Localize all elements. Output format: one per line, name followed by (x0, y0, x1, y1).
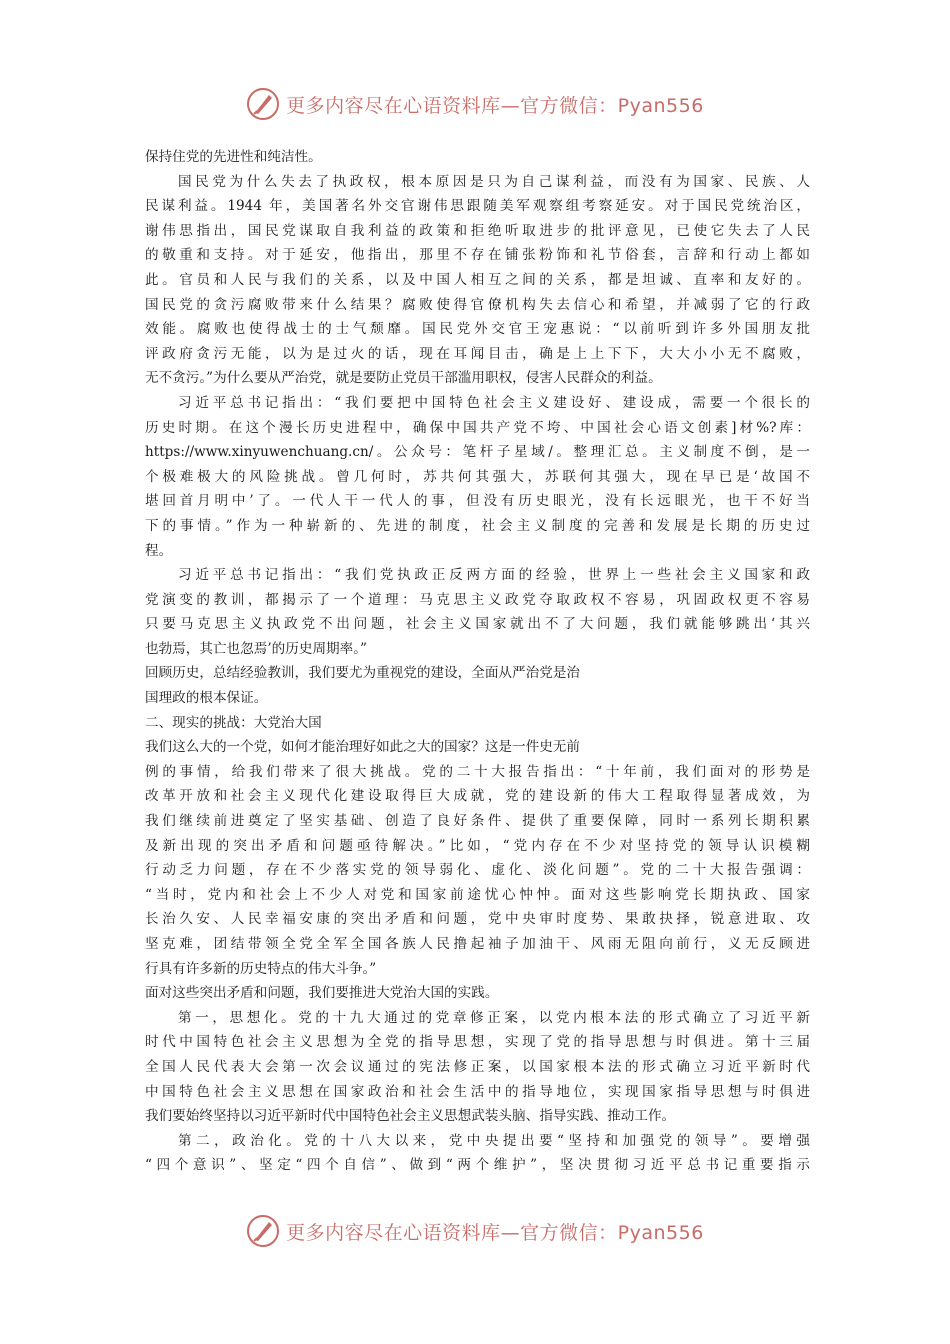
text-line: 国民党为什么失去了执政权，根本原因是只为自己谋利益，而没有为国家、民族、人 (178, 173, 810, 190)
text-line: 效能。腐败也使得战士的士气颓靡。国民党外交官王宠惠说：“以前听到许多外国朋友批 (145, 321, 810, 338)
text-line: 此。官员和人民与我们的关系，以及中国人相互之间的关系，都是坦诚、直率和友好的。 (145, 271, 810, 288)
text-line: 党演变的教训，都揭示了一个道理：马克思主义政党夺取政权不容易，巩固政权更不容易 (145, 591, 810, 608)
text-line: 改革开放和社会主义现代化建设取得巨大成就，党的建设新的伟大工程取得显著成效，为 (145, 788, 810, 805)
text-line: 第一，思想化。党的十九大通过的党章修正案，以党内根本法的形式确立了习近平新 (178, 1009, 810, 1026)
footer-banner (0, 1211, 950, 1251)
text-line: https://www.xinyuwenchuang.cn/。公众号：笔杆子星域/。整理汇总。主义制度不倒，是一 (145, 444, 810, 461)
text-line: 行动乏力问题，存在不少落实党的领导弱化、虚化、淡化问题”。党的二十大报告强调： (145, 862, 810, 879)
text-line: 全国人民代表大会第一次会议通过的宪法修正案，以国家根本法的形式确立习近平新时代 (145, 1058, 810, 1075)
text-line: 国理政的根本保证。 (145, 690, 268, 707)
text-line: 习近平总书记指出：“我们要把中国特色社会主义建设好、建设成，需要一个很长的 (178, 394, 810, 411)
banner-text: 更多内容尽在心语资料库—官方微信：Pyan556 (286, 94, 704, 117)
text-line: 的敬重和支持。对于延安，他指出，那里不存在铺张粉饰和礼节俗套，言辞和行动上都如 (145, 247, 810, 264)
text-line: 我们继续前进奠定了坚实基础、创造了良好条件、提供了重要保障，同时一系列长期积累 (145, 813, 810, 830)
text-line: 习近平总书记指出：“我们党执政正反两方面的经验，世界上一些社会主义国家和政 (178, 567, 810, 584)
text-line: 例的事情，给我们带来了很大挑战。党的二十大报告指出：“十年前，我们面对的形势是 (145, 763, 810, 780)
text-line: 行具有许多新的历史特点的伟大斗争。” (145, 960, 377, 977)
text-line: 国民党的贪污腐败带来什么结果？腐败使得官僚机构失去信心和希望，并减弱了它的行政 (145, 296, 810, 313)
header-banner (0, 84, 950, 124)
text-line: 历史时期。在这个漫长历史进程中，确保中国共产党不垮、中国社会心语文创素]材%?库： (145, 419, 810, 436)
text-line: 下的事情。”作为一种崭新的、先进的制度，社会主义制度的完善和发展是长期的历史过 (145, 517, 810, 534)
text-line: “当时，党内和社会上不少人对党和国家前途忧心忡忡。面对这些影响党长期执政、国家 (145, 886, 810, 903)
text-line: 第二，政治化。党的十八大以来，党中央提出要“坚持和加强党的领导”。要增强 (178, 1132, 810, 1149)
text-line: 堪回首月明中’了。一代人干一代人的事，但没有历史眼光，没有长远眼光，也干不好当 (145, 493, 810, 510)
text-line: 时代中国特色社会主义思想为全党的指导思想，实现了党的指导思想与时俱进。第十三届 (145, 1034, 810, 1051)
text-line: 中国特色社会主义思想在国家政治和社会生活中的指导地位，实现国家指导思想与时俱进 (145, 1083, 810, 1100)
text-line: 我们要始终坚持以习近平新时代中国特色社会主义思想武装头脑、指导实践、推动工作。 (145, 1108, 676, 1125)
text-line: 长治久安、人民幸福安康的突出矛盾和问题，党中央审时度势、果敢抉择，锐意进取、攻 (145, 911, 810, 928)
text-line: 面对这些突出矛盾和问题，我们要推进大党治大国的实践。 (145, 985, 499, 1002)
text-line: 个极难极大的风险挑战。曾几何时，苏共何其强大，苏联何其强大，现在早已是‘故国不 (145, 468, 810, 485)
document-body (145, 145, 810, 1178)
text-line: 坚克难，团结带领全党全军全国各族人民撸起袖子加油干、风雨无阻向前行，义无反顾进 (145, 936, 810, 952)
text-line: 程。 (145, 542, 173, 559)
text-line: 只要马克思主义执政党不出问题，社会主义国家就出不了大问题，我们就能够跳出‘其兴 (145, 616, 810, 633)
text-line: 谢伟思指出，国民党谋取自我利益的政策和拒绝听取进步的批评意见，已使它失去了人民 (145, 222, 810, 239)
quill-pen-logo-icon (246, 87, 280, 121)
text-line: 评政府贪污无能，以为是过火的话，现在耳闻目击，确是上上下下，大大小小无不腐败， (145, 345, 810, 362)
text-line: 我们这么大的一个党，如何才能治理好如此之大的国家？这是一件史无前 (145, 739, 580, 756)
text-line: “四个意识”、坚定“四个自信”、做到“两个维护”，坚决贯彻习近平总书记重要指示 (145, 1157, 810, 1174)
text-line: 保持住党的先进性和纯洁性。 (145, 149, 322, 165)
quill-pen-logo-icon (246, 1214, 280, 1248)
banner-text: 更多内容尽在心语资料库—官方微信：Pyan556 (286, 1221, 704, 1244)
text-line: 回顾历史，总结经验教训，我们要尤为重视党的建设，全面从严治党是治 (145, 665, 580, 682)
text-line: 二、现实的挑战：大党治大国 (145, 714, 322, 731)
text-line: 民谋利益。1944 年，美国著名外交官谢伟思跟随美军观察组考察延安。对于国民党统治区， (145, 198, 810, 215)
text-line: 也勃焉，其亡也忽焉’的历史周期率。” (145, 640, 367, 657)
text-line: 及新出现的突出矛盾和问题亟待解决。”比如，“党内存在不少对坚持党的领导认识模糊 (145, 837, 810, 854)
text-line: 无不贪污。”为什么要从严治党，就是要防止党员干部滥用职权，侵害人民群众的利益。 (145, 370, 662, 387)
